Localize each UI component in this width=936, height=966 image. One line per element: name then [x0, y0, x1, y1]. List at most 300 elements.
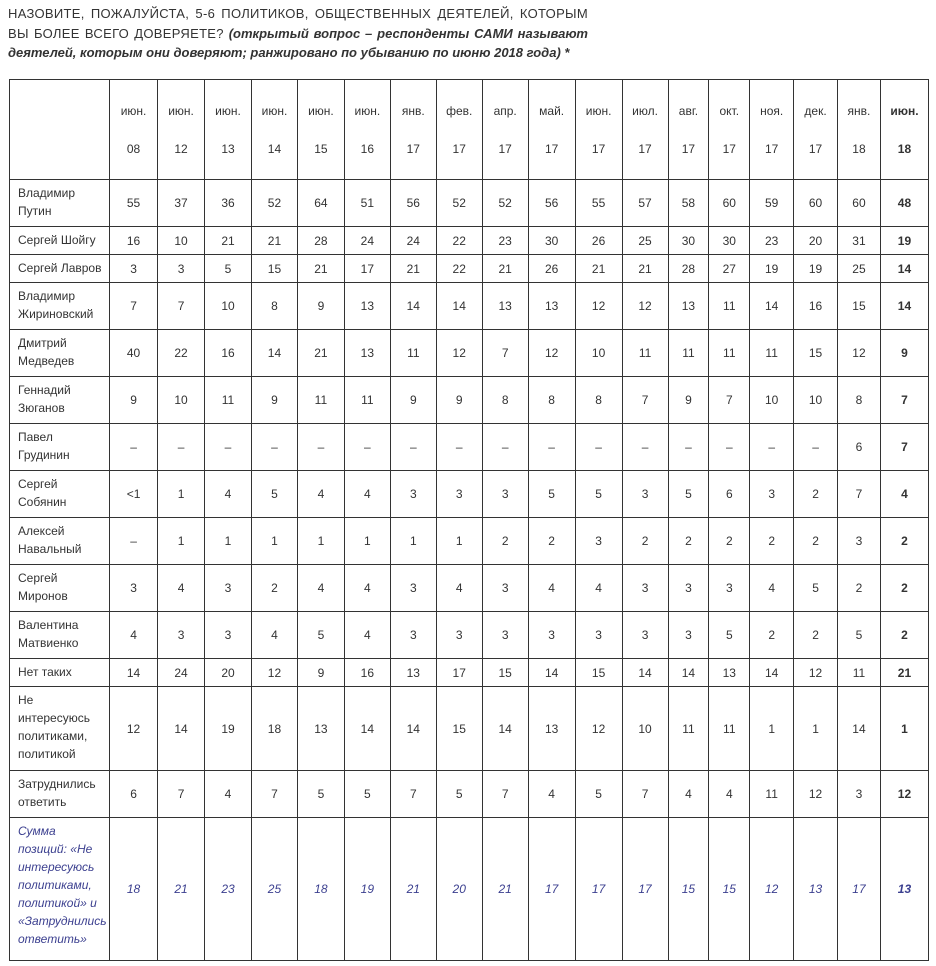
- value-cell: 3: [668, 565, 709, 612]
- column-month: июл.: [632, 103, 658, 118]
- value-cell: 4: [709, 771, 750, 818]
- value-cell: 9: [251, 377, 297, 424]
- table-row: [10, 687, 929, 771]
- value-cell: 11: [709, 283, 750, 330]
- column-header: [622, 80, 668, 180]
- column-year: 14: [267, 141, 282, 156]
- value-cell: 15: [838, 283, 881, 330]
- value-cell: 7: [158, 283, 205, 330]
- value-cell: 56: [390, 180, 436, 227]
- value-cell: 16: [794, 283, 838, 330]
- column-month: окт.: [719, 103, 740, 118]
- column-month: июн.: [168, 103, 194, 118]
- value-cell: 4: [344, 565, 390, 612]
- value-cell: 9: [668, 377, 709, 424]
- value-cell: –: [750, 424, 794, 471]
- value-cell: –: [344, 424, 390, 471]
- value-cell: 14: [880, 255, 928, 283]
- value-cell: 14: [622, 659, 668, 687]
- value-cell: 52: [251, 180, 297, 227]
- value-cell: 11: [297, 377, 344, 424]
- value-cell: 12: [575, 283, 622, 330]
- value-cell: –: [622, 424, 668, 471]
- value-cell: 7: [838, 471, 881, 518]
- value-cell: 2: [880, 612, 928, 659]
- value-cell: –: [110, 518, 158, 565]
- column-year: 17: [808, 141, 823, 156]
- value-cell: 57: [622, 180, 668, 227]
- value-cell: 5: [575, 471, 622, 518]
- value-cell: 3: [390, 612, 436, 659]
- value-cell: –: [158, 424, 205, 471]
- value-cell: 21: [205, 227, 252, 255]
- value-cell: 26: [575, 227, 622, 255]
- value-cell: 3: [575, 612, 622, 659]
- table-row: [10, 818, 929, 961]
- trust-politicians-table: [9, 79, 929, 961]
- value-cell: 19: [794, 255, 838, 283]
- value-cell: 21: [297, 255, 344, 283]
- value-cell: 23: [482, 227, 528, 255]
- value-cell: 2: [750, 612, 794, 659]
- column-month: янв.: [401, 103, 425, 118]
- value-cell: 15: [668, 818, 709, 961]
- value-cell: 11: [668, 687, 709, 771]
- value-cell: 13: [668, 283, 709, 330]
- value-cell: 7: [709, 377, 750, 424]
- row-label: Дмитрий Медведев: [10, 330, 110, 377]
- column-month: июн.: [890, 103, 919, 118]
- value-cell: 30: [709, 227, 750, 255]
- row-label: Не интересуюсь политиками, политикой: [10, 687, 110, 771]
- column-month: дек.: [804, 103, 827, 118]
- value-cell: 52: [436, 180, 482, 227]
- table-row: [10, 771, 929, 818]
- value-cell: 3: [668, 612, 709, 659]
- column-month: апр.: [493, 103, 517, 118]
- value-cell: 17: [575, 818, 622, 961]
- value-cell: 37: [158, 180, 205, 227]
- value-cell: 13: [880, 818, 928, 961]
- value-cell: 14: [880, 283, 928, 330]
- table-row: [10, 424, 929, 471]
- value-cell: –: [251, 424, 297, 471]
- value-cell: 10: [622, 687, 668, 771]
- value-cell: 3: [436, 612, 482, 659]
- table-row: [10, 377, 929, 424]
- column-year: 17: [722, 141, 736, 156]
- column-month: ноя.: [760, 103, 784, 118]
- value-cell: 13: [709, 659, 750, 687]
- value-cell: 14: [482, 687, 528, 771]
- value-cell: 21: [297, 330, 344, 377]
- value-cell: 14: [668, 659, 709, 687]
- value-cell: 2: [794, 612, 838, 659]
- table-row: [10, 255, 929, 283]
- value-cell: –: [110, 424, 158, 471]
- value-cell: 9: [436, 377, 482, 424]
- value-cell: 2: [880, 565, 928, 612]
- column-year: 13: [221, 141, 235, 156]
- row-label: Сергей Лавров: [10, 255, 110, 283]
- value-cell: 22: [436, 255, 482, 283]
- value-cell: 13: [794, 818, 838, 961]
- value-cell: 10: [158, 377, 205, 424]
- value-cell: 24: [344, 227, 390, 255]
- value-cell: 8: [251, 283, 297, 330]
- value-cell: 13: [482, 283, 528, 330]
- value-cell: 1: [251, 518, 297, 565]
- value-cell: –: [297, 424, 344, 471]
- value-cell: 3: [390, 565, 436, 612]
- value-cell: 11: [668, 330, 709, 377]
- value-cell: 9: [297, 283, 344, 330]
- value-cell: 18: [297, 818, 344, 961]
- value-cell: 21: [575, 255, 622, 283]
- value-cell: 28: [668, 255, 709, 283]
- value-cell: 10: [205, 283, 252, 330]
- row-label: Сергей Миронов: [10, 565, 110, 612]
- value-cell: 17: [838, 818, 881, 961]
- row-label: Сергей Шойгу: [10, 227, 110, 255]
- value-cell: 5: [297, 771, 344, 818]
- table-row: [10, 518, 929, 565]
- value-cell: 4: [205, 771, 252, 818]
- column-header: [668, 80, 709, 180]
- row-label: Алексей Навальный: [10, 518, 110, 565]
- value-cell: 14: [838, 687, 881, 771]
- column-header: [158, 80, 205, 180]
- corner-cell: [10, 80, 110, 180]
- value-cell: 3: [482, 612, 528, 659]
- column-year: 17: [544, 141, 559, 156]
- value-cell: 3: [622, 565, 668, 612]
- value-cell: 13: [528, 283, 575, 330]
- value-cell: 9: [880, 330, 928, 377]
- value-cell: 11: [709, 330, 750, 377]
- column-header: [251, 80, 297, 180]
- value-cell: 4: [344, 612, 390, 659]
- value-cell: 1: [880, 687, 928, 771]
- row-label: Владимир Жириновский: [10, 283, 110, 330]
- value-cell: 5: [297, 612, 344, 659]
- value-cell: 51: [344, 180, 390, 227]
- value-cell: 3: [110, 565, 158, 612]
- value-cell: 19: [344, 818, 390, 961]
- table-row: [10, 227, 929, 255]
- value-cell: 3: [110, 255, 158, 283]
- column-header: [575, 80, 622, 180]
- value-cell: 5: [344, 771, 390, 818]
- value-cell: 3: [575, 518, 622, 565]
- row-label: Затруднились ответить: [10, 771, 110, 818]
- question-text: НАЗОВИТЕ, ПОЖАЛУЙСТА, 5-6 ПОЛИТИКОВ, ОБЩЕСТВЕННЫХ ДЕЯТЕЛЕЙ, КОТОРЫМ ВЫ БОЛЕЕ ВСЕГО ДОВЕРЯЕТЕ?: [8, 6, 588, 41]
- column-header: [390, 80, 436, 180]
- value-cell: 12: [794, 771, 838, 818]
- value-cell: 4: [110, 612, 158, 659]
- value-cell: 6: [110, 771, 158, 818]
- value-cell: 17: [344, 255, 390, 283]
- value-cell: 1: [344, 518, 390, 565]
- value-cell: 60: [838, 180, 881, 227]
- value-cell: 4: [575, 565, 622, 612]
- value-cell: 2: [794, 471, 838, 518]
- value-cell: 5: [436, 771, 482, 818]
- value-cell: 12: [880, 771, 928, 818]
- value-cell: <1: [110, 471, 158, 518]
- column-month: авг.: [678, 103, 699, 118]
- value-cell: 15: [575, 659, 622, 687]
- value-cell: 17: [622, 818, 668, 961]
- column-year: 17: [638, 141, 652, 156]
- value-cell: 20: [205, 659, 252, 687]
- value-cell: 9: [297, 659, 344, 687]
- value-cell: 15: [482, 659, 528, 687]
- value-cell: –: [709, 424, 750, 471]
- value-cell: 7: [482, 771, 528, 818]
- value-cell: 14: [528, 659, 575, 687]
- value-cell: 16: [110, 227, 158, 255]
- value-cell: 26: [528, 255, 575, 283]
- value-cell: 14: [158, 687, 205, 771]
- value-cell: 2: [482, 518, 528, 565]
- value-cell: 14: [436, 283, 482, 330]
- value-cell: 4: [205, 471, 252, 518]
- row-label: Геннадий Зюганов: [10, 377, 110, 424]
- value-cell: 31: [838, 227, 881, 255]
- value-cell: 18: [251, 687, 297, 771]
- value-cell: 3: [528, 612, 575, 659]
- value-cell: 12: [251, 659, 297, 687]
- value-cell: 1: [205, 518, 252, 565]
- value-cell: 2: [838, 565, 881, 612]
- value-cell: 11: [750, 330, 794, 377]
- value-cell: 1: [750, 687, 794, 771]
- value-cell: 8: [482, 377, 528, 424]
- question-heading: [8, 4, 588, 63]
- value-cell: 10: [794, 377, 838, 424]
- value-cell: 23: [205, 818, 252, 961]
- value-cell: 3: [709, 565, 750, 612]
- value-cell: –: [528, 424, 575, 471]
- column-month: июн.: [215, 103, 241, 118]
- table-row: [10, 283, 929, 330]
- value-cell: 2: [880, 518, 928, 565]
- question-note: (открытый вопрос – респонденты САМИ называют деятелей, которым они доверяют; ранжировано по убыванию по июню 2018 года) *: [8, 25, 588, 60]
- value-cell: 12: [794, 659, 838, 687]
- table-row: [10, 471, 929, 518]
- column-header: [297, 80, 344, 180]
- value-cell: 7: [482, 330, 528, 377]
- value-cell: 3: [750, 471, 794, 518]
- value-cell: 3: [205, 565, 252, 612]
- value-cell: 14: [390, 687, 436, 771]
- column-year: 17: [591, 141, 606, 156]
- value-cell: 4: [528, 771, 575, 818]
- value-cell: 7: [110, 283, 158, 330]
- column-year: 18: [852, 141, 866, 156]
- value-cell: 10: [158, 227, 205, 255]
- value-cell: 10: [575, 330, 622, 377]
- column-month: фев.: [446, 103, 473, 118]
- value-cell: 15: [251, 255, 297, 283]
- row-label: Нет таких: [10, 659, 110, 687]
- value-cell: 17: [528, 818, 575, 961]
- value-cell: 12: [575, 687, 622, 771]
- value-cell: 12: [436, 330, 482, 377]
- column-header: [750, 80, 794, 180]
- value-cell: 22: [436, 227, 482, 255]
- value-cell: 4: [750, 565, 794, 612]
- column-month: янв.: [847, 103, 871, 118]
- value-cell: 3: [205, 612, 252, 659]
- value-cell: 52: [482, 180, 528, 227]
- value-cell: 3: [838, 771, 881, 818]
- value-cell: 11: [709, 687, 750, 771]
- value-cell: 13: [344, 330, 390, 377]
- value-cell: 3: [390, 471, 436, 518]
- value-cell: 21: [251, 227, 297, 255]
- value-cell: 2: [668, 518, 709, 565]
- column-year: 15: [314, 141, 328, 156]
- column-year: 08: [126, 141, 141, 156]
- value-cell: 64: [297, 180, 344, 227]
- column-month: июн.: [585, 103, 612, 118]
- value-cell: 3: [622, 612, 668, 659]
- value-cell: 11: [390, 330, 436, 377]
- column-header: [436, 80, 482, 180]
- value-cell: –: [205, 424, 252, 471]
- value-cell: 1: [297, 518, 344, 565]
- value-cell: 3: [436, 471, 482, 518]
- value-cell: 2: [794, 518, 838, 565]
- value-cell: 12: [110, 687, 158, 771]
- value-cell: 5: [528, 471, 575, 518]
- value-cell: 11: [838, 659, 881, 687]
- value-cell: 19: [205, 687, 252, 771]
- value-cell: 18: [110, 818, 158, 961]
- value-cell: 3: [482, 565, 528, 612]
- header-row: [10, 80, 929, 180]
- value-cell: 21: [482, 818, 528, 961]
- value-cell: 7: [880, 424, 928, 471]
- column-header: [205, 80, 252, 180]
- value-cell: 5: [794, 565, 838, 612]
- value-cell: 7: [880, 377, 928, 424]
- column-year: 17: [452, 141, 466, 156]
- value-cell: 14: [390, 283, 436, 330]
- value-cell: 27: [709, 255, 750, 283]
- value-cell: 4: [344, 471, 390, 518]
- table-row: [10, 330, 929, 377]
- value-cell: 55: [575, 180, 622, 227]
- value-cell: 21: [880, 659, 928, 687]
- value-cell: –: [482, 424, 528, 471]
- column-month: июн.: [354, 103, 381, 118]
- value-cell: 15: [436, 687, 482, 771]
- value-cell: –: [668, 424, 709, 471]
- value-cell: 7: [158, 771, 205, 818]
- value-cell: 25: [251, 818, 297, 961]
- value-cell: 11: [344, 377, 390, 424]
- value-cell: 11: [750, 771, 794, 818]
- value-cell: 2: [251, 565, 297, 612]
- value-cell: 12: [528, 330, 575, 377]
- value-cell: 58: [668, 180, 709, 227]
- value-cell: 5: [668, 471, 709, 518]
- column-year: 18: [897, 141, 912, 156]
- value-cell: 19: [750, 255, 794, 283]
- value-cell: 8: [575, 377, 622, 424]
- value-cell: 12: [838, 330, 881, 377]
- value-cell: 6: [709, 471, 750, 518]
- value-cell: 9: [390, 377, 436, 424]
- value-cell: 11: [622, 330, 668, 377]
- column-month: июн.: [120, 103, 147, 118]
- column-month: июн.: [261, 103, 288, 118]
- table-row: [10, 612, 929, 659]
- value-cell: 7: [622, 771, 668, 818]
- value-cell: 1: [436, 518, 482, 565]
- column-header: [838, 80, 881, 180]
- value-cell: 4: [297, 565, 344, 612]
- value-cell: –: [390, 424, 436, 471]
- value-cell: 30: [528, 227, 575, 255]
- value-cell: 19: [880, 227, 928, 255]
- value-cell: 21: [482, 255, 528, 283]
- value-cell: 48: [880, 180, 928, 227]
- value-cell: –: [436, 424, 482, 471]
- value-cell: 6: [838, 424, 881, 471]
- row-label: Павел Грудинин: [10, 424, 110, 471]
- value-cell: 30: [668, 227, 709, 255]
- value-cell: 21: [158, 818, 205, 961]
- value-cell: 21: [390, 255, 436, 283]
- value-cell: 56: [528, 180, 575, 227]
- value-cell: 23: [750, 227, 794, 255]
- value-cell: 3: [482, 471, 528, 518]
- value-cell: 8: [838, 377, 881, 424]
- value-cell: 16: [344, 659, 390, 687]
- value-cell: 60: [709, 180, 750, 227]
- value-cell: 14: [750, 283, 794, 330]
- value-cell: 2: [528, 518, 575, 565]
- value-cell: 13: [344, 283, 390, 330]
- value-cell: 5: [838, 612, 881, 659]
- value-cell: 24: [390, 227, 436, 255]
- value-cell: 17: [436, 659, 482, 687]
- value-cell: 7: [622, 377, 668, 424]
- column-header: [528, 80, 575, 180]
- value-cell: 2: [750, 518, 794, 565]
- value-cell: 8: [528, 377, 575, 424]
- value-cell: 4: [528, 565, 575, 612]
- value-cell: 40: [110, 330, 158, 377]
- column-header: [482, 80, 528, 180]
- value-cell: –: [575, 424, 622, 471]
- column-year: 17: [498, 141, 512, 156]
- value-cell: 28: [297, 227, 344, 255]
- table-row: [10, 565, 929, 612]
- value-cell: 13: [390, 659, 436, 687]
- column-month: май.: [539, 103, 565, 118]
- column-header: [794, 80, 838, 180]
- value-cell: 1: [390, 518, 436, 565]
- value-cell: 13: [528, 687, 575, 771]
- value-cell: 12: [750, 818, 794, 961]
- value-cell: 1: [158, 471, 205, 518]
- value-cell: 25: [838, 255, 881, 283]
